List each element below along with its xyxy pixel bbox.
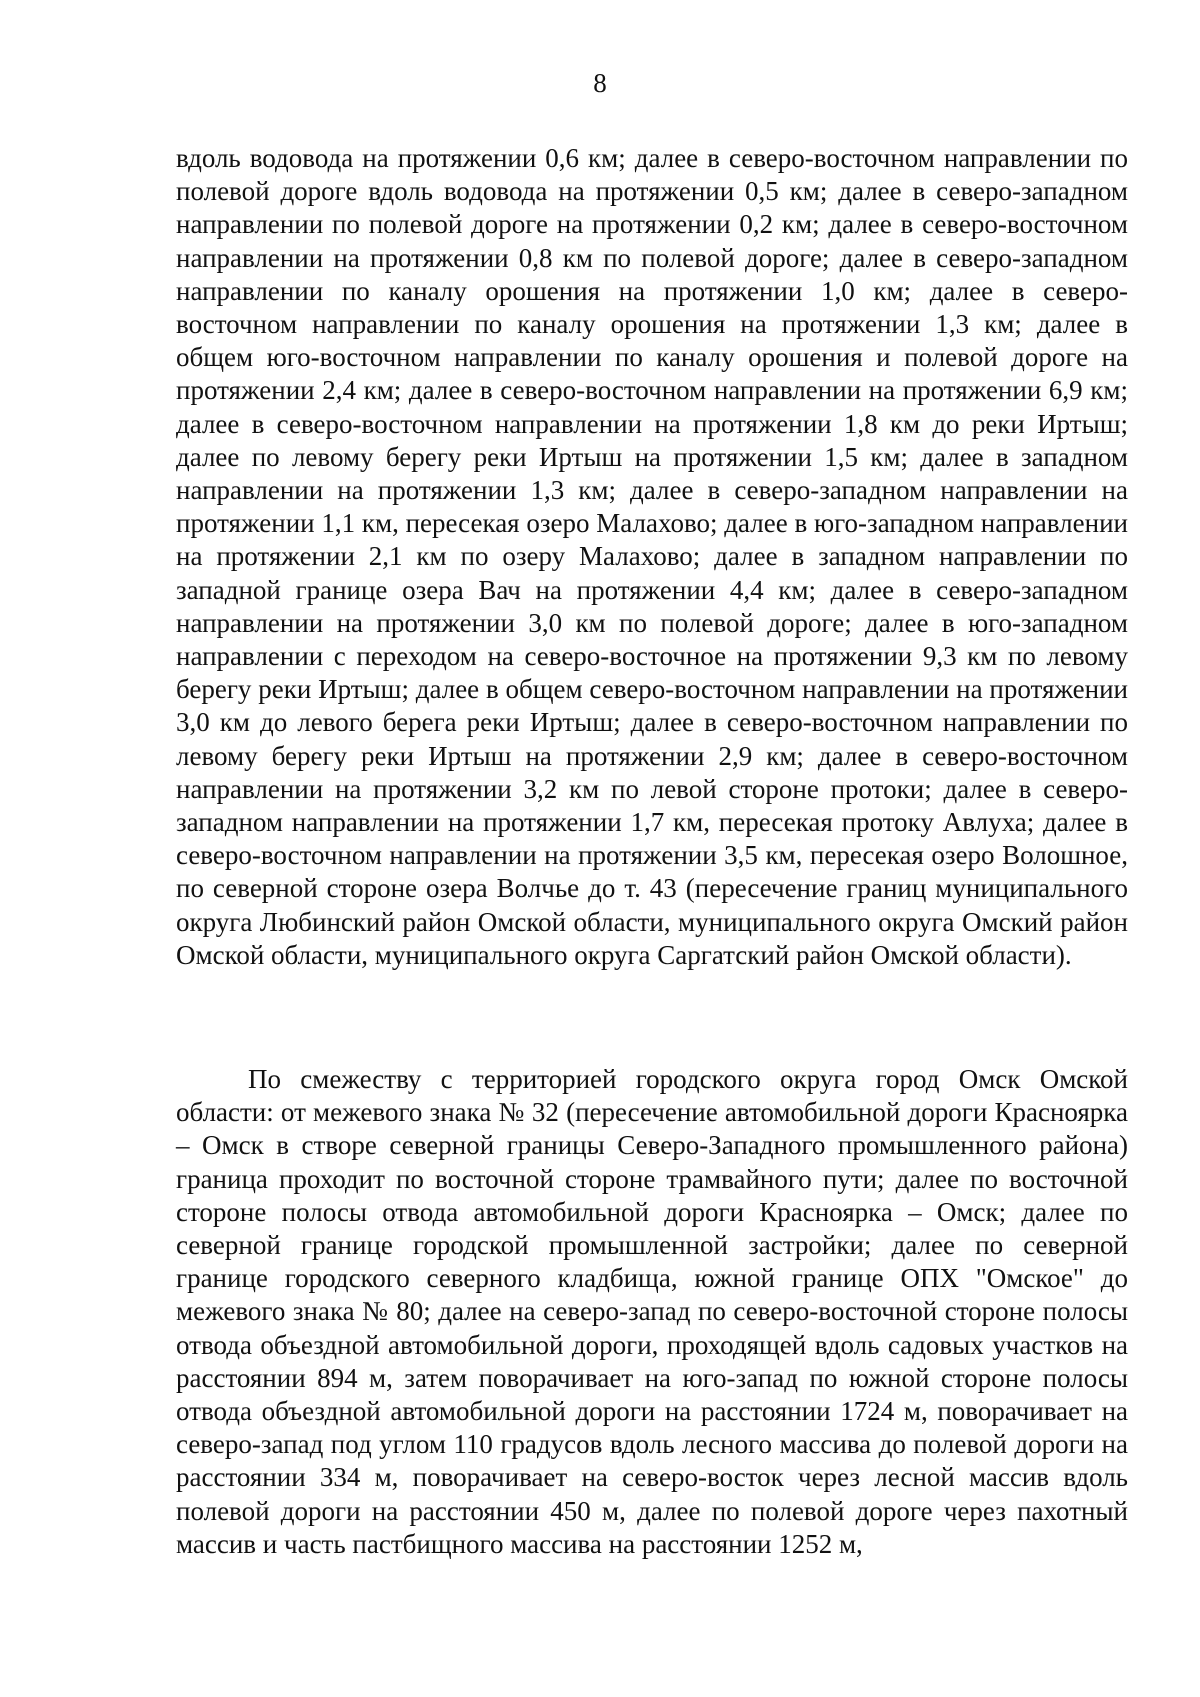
- paragraph-omsk-city-boundary: По смежеству с территорией городского округа город Омск Омской области: от межевого знака № 32 (пересечение автомобильной дороги Красноярка – Омск в створе северной границы Северо-Западного промышленного района) граница проходит по восточной стороне трамвайного пути; далее по восточной стороне полосы отвода автомобильной дороги Красноярка – Омск; далее по северной границе городской промышленной застройки; далее по северной границе городского северного кладбища, южной границе ОПХ "Омское" до межевого знака № 80; далее на северо-запад по северо-восточной стороне полосы отвода объездной автомобильной дороги, проходящей вдоль садовых участков на расстоянии 894 м, затем поворачивает на юго-запад по южной стороне полосы отвода объездной автомобильной дороги на расстоянии 1724 м, поворачивает на северо-запад под углом 110 градусов вдоль лесного массива до полевой дороги на расстоянии 334 м, поворачивает на северо-восток через лесной массив вдоль полевой дороги на расстоянии 450 м, далее по полевой дороге через пахотный массив и часть пастбищного массива на расстоянии 1252 м,: [176, 1064, 1128, 1559]
- paragraph-boundary-description-continued: вдоль водовода на протяжении 0,6 км; далее в северо-восточном направлении по полевой дороге вдоль водовода на протяжении 0,5 км; далее в северо-западном направлении по полевой дороге на протяжении 0,2 км; далее в северо-восточном направлении на протяжении 0,8 км по полевой дороге; далее в северо-западном направлении по каналу орошения на протяжении 1,0 км; далее в северо-восточном направлении по каналу орошения на протяжении 1,3 км; далее в общем юго-восточном направлении по каналу орошения и полевой дороге на протяжении 2,4 км; далее в северо-восточном направлении на протяжении 6,9 км; далее в северо-восточном направлении на протяжении 1,8 км до реки Иртыш; далее по левому берегу реки Иртыш на протяжении 1,5 км; далее в западном направлении на протяжении 1,3 км; далее в северо-западном направлении на протяжении 1,1 км, пересекая озеро Малахово; далее в юго-западном направлении на протяжении 2,1 км по озеру Малахово; далее в западном направлении по западной границе озера Вач на протяжении 4,4 км; далее в северо-западном направлении на протяжении 3,0 км по полевой дороге; далее в юго-западном направлении с переходом на северо-восточное на протяжении 9,3 км по левому берегу реки Иртыш; далее в общем северо-восточном направлении на протяжении 3,0 км до левого берега реки Иртыш; далее в северо-восточном направлении по левому берегу реки Иртыш на протяжении 2,9 км; далее в северо-восточном направлении на протяжении 3,2 км по левой стороне протоки; далее в северо-западном направлении на протяжении 1,7 км, пересекая протоку Авлуха; далее в северо-восточном направлении на протяжении 3,5 км, пересекая озеро Волошное, по северной стороне озера Волчье до т. 43 (пересечение границ муниципального округа Любинский район Омской области, муниципального округа Омский район Омской области, муниципального округа Саргатский район Омской области).: [176, 143, 1128, 970]
- page-number: 8: [593, 68, 607, 98]
